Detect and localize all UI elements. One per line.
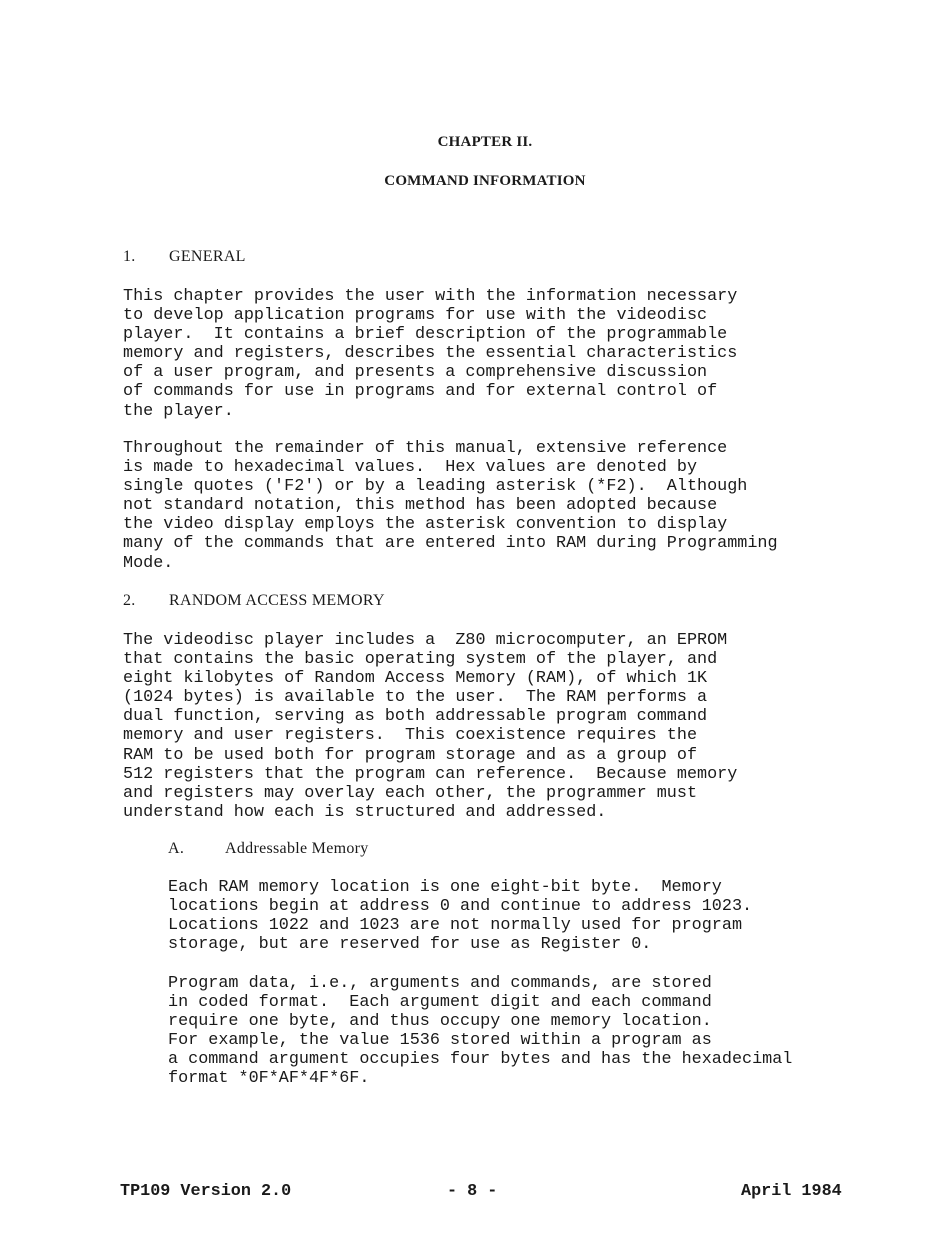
paragraph-general-1: This chapter provides the user with the information necessary to develop application programs for use with the videodisc player. It contains a brief description of the programmable memory and registers, describes the essential characteristics of a user program, and presents a comprehensive discussion of commands for use in programs and for external control of the player. <box>123 287 738 421</box>
footer-date: April 1984 <box>741 1182 842 1201</box>
section-title: GENERAL <box>169 248 246 265</box>
chapter-title: COMMAND INFORMATION <box>384 173 586 189</box>
section-number: 2. <box>123 592 136 609</box>
subsection-title: Addressable Memory <box>225 840 369 857</box>
section-number: 1. <box>123 248 136 265</box>
footer-page-number: - 8 - <box>447 1182 498 1201</box>
section-heading-general <box>123 248 246 266</box>
section-title: RANDOM ACCESS MEMORY <box>169 592 385 609</box>
footer-document-id: TP109 Version 2.0 <box>120 1182 292 1201</box>
chapter-heading: CHAPTER II. <box>437 134 533 150</box>
paragraph-addressable-1: Each RAM memory location is one eight-bit byte. Memory locations begin at address 0 and continue to address 1023. Locations 1022 and 1023 are not normally used for program storage, but are reserved for use as Register 0. <box>168 878 753 955</box>
paragraph-ram-1: The videodisc player includes a Z80 microcomputer, an EPROM that contains the basic operating system of the player, and eight kilobytes of Random Access Memory (RAM), of which 1K (1024 bytes) is available to the user. The RAM performs a dual function, serving as both addressable program command memory and user registers. This coexistence requires the RAM to be used both for program storage and as a group of 512 registers that the program can reference. Because memory and registers may overlay each other, the programmer must understand how each is structured and addressed. <box>123 631 738 822</box>
subsection-letter: A. <box>168 840 185 857</box>
subsection-heading-addressable-memory <box>168 840 369 858</box>
paragraph-addressable-2: Program data, i.e., arguments and commands, are stored in coded format. Each argument digit and each command require one byte, and thus occupy one memory location. For example, the value 1536 stored within a program as a command argument occupies four bytes and has the hexadecimal format *0F*AF*4F*6F. <box>168 974 793 1089</box>
paragraph-general-2: Throughout the remainder of this manual, extensive reference is made to hexadecimal values. Hex values are denoted by single quotes ('F2') or by a leading asterisk (*F2). Although not standard notation, this method has been adopted because the video display employs the asterisk convention to display many of the commands that are entered into RAM during Programming Mode. <box>123 439 778 573</box>
section-heading-ram <box>123 592 385 610</box>
